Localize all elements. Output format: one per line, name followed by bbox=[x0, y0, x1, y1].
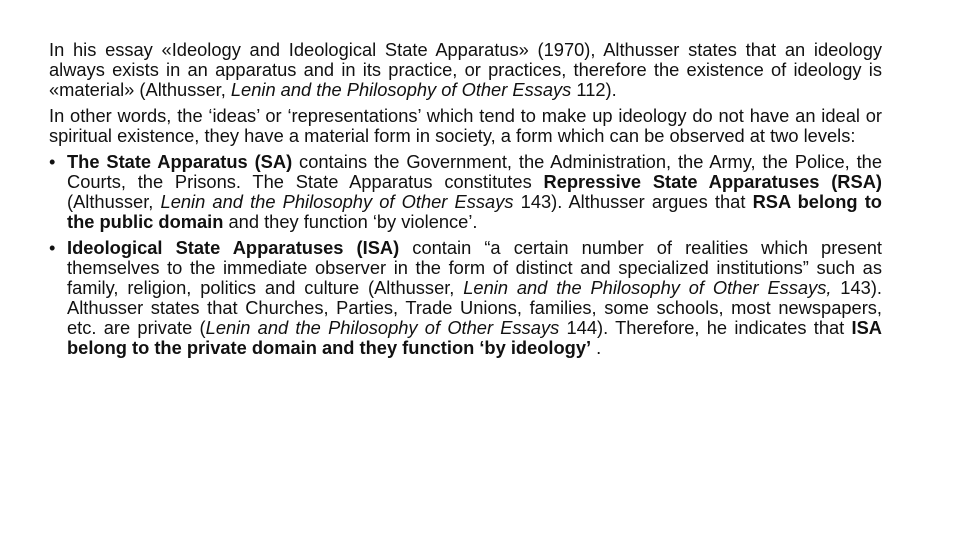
text-segment-bold: Ideological State Apparatuses (ISA) bbox=[67, 237, 400, 258]
text-segment: 144). Therefore, he indicates that bbox=[559, 317, 852, 338]
bullet-item-ideological-apparatuses bbox=[49, 238, 882, 358]
paragraph-intro bbox=[49, 40, 882, 100]
slide-text-body bbox=[49, 40, 882, 364]
text-segment-bold: Repressive State Apparatuses (RSA) bbox=[543, 171, 882, 192]
text-segment: and they function ‘by violence’. bbox=[223, 211, 478, 232]
text-segment: 112). bbox=[571, 79, 617, 100]
text-segment-bold: ISA belong to the private domain and they function ‘by ideology’ bbox=[67, 317, 882, 358]
text-segment-italic: Lenin and the Philosophy of Other Essays bbox=[205, 317, 560, 338]
text-segment-italic: Lenin and the Philosophy of Other Essays, bbox=[463, 277, 832, 298]
paragraph-two-levels bbox=[49, 106, 882, 146]
text-segment: 143). Althusser argues that bbox=[513, 191, 753, 212]
text-segment-italic: Lenin and the Philosophy of Other Essays bbox=[230, 79, 572, 100]
text-segment: In his essay «Ideology and Ideological State Apparatus» (1970), Althusser states that an ideology always exists in an apparatus and in its practice, or practices, therefore the existence of ideology is «material» (Althusser, bbox=[49, 39, 882, 100]
text-segment: contain “a certain number of realities which present themselves to the immediate observer in the form of distinct and specialized institutions” such as family, religion, politics and culture (Althusser, bbox=[67, 237, 882, 298]
text-segment: In other words, the ‘ideas’ or ‘representations’ which tend to make up ideology do not have an ideal or spiritual existence, they have a material form in society, a form which can be observed at two levels: bbox=[49, 105, 882, 146]
bullet-icon: • bbox=[49, 237, 56, 258]
text-segment: (Althusser, bbox=[67, 191, 161, 212]
bullet-item-state-apparatus bbox=[49, 152, 882, 232]
text-segment-italic: Lenin and the Philosophy of Other Essays bbox=[160, 191, 514, 212]
text-segment: . bbox=[591, 337, 602, 358]
text-segment-bold: RSA belong to the public domain bbox=[67, 191, 882, 232]
text-segment: contains the Government, the Administration, the Army, the Police, the Courts, the Prisons. The State Apparatus constitutes bbox=[67, 151, 882, 192]
bullet-icon: • bbox=[49, 151, 56, 172]
bullet-list bbox=[49, 152, 882, 358]
text-segment: 143). Althusser states that Churches, Parties, Trade Unions, families, some schools, most newspapers, etc. are private ( bbox=[67, 277, 882, 338]
text-segment-bold: The State Apparatus (SA) bbox=[67, 151, 293, 172]
